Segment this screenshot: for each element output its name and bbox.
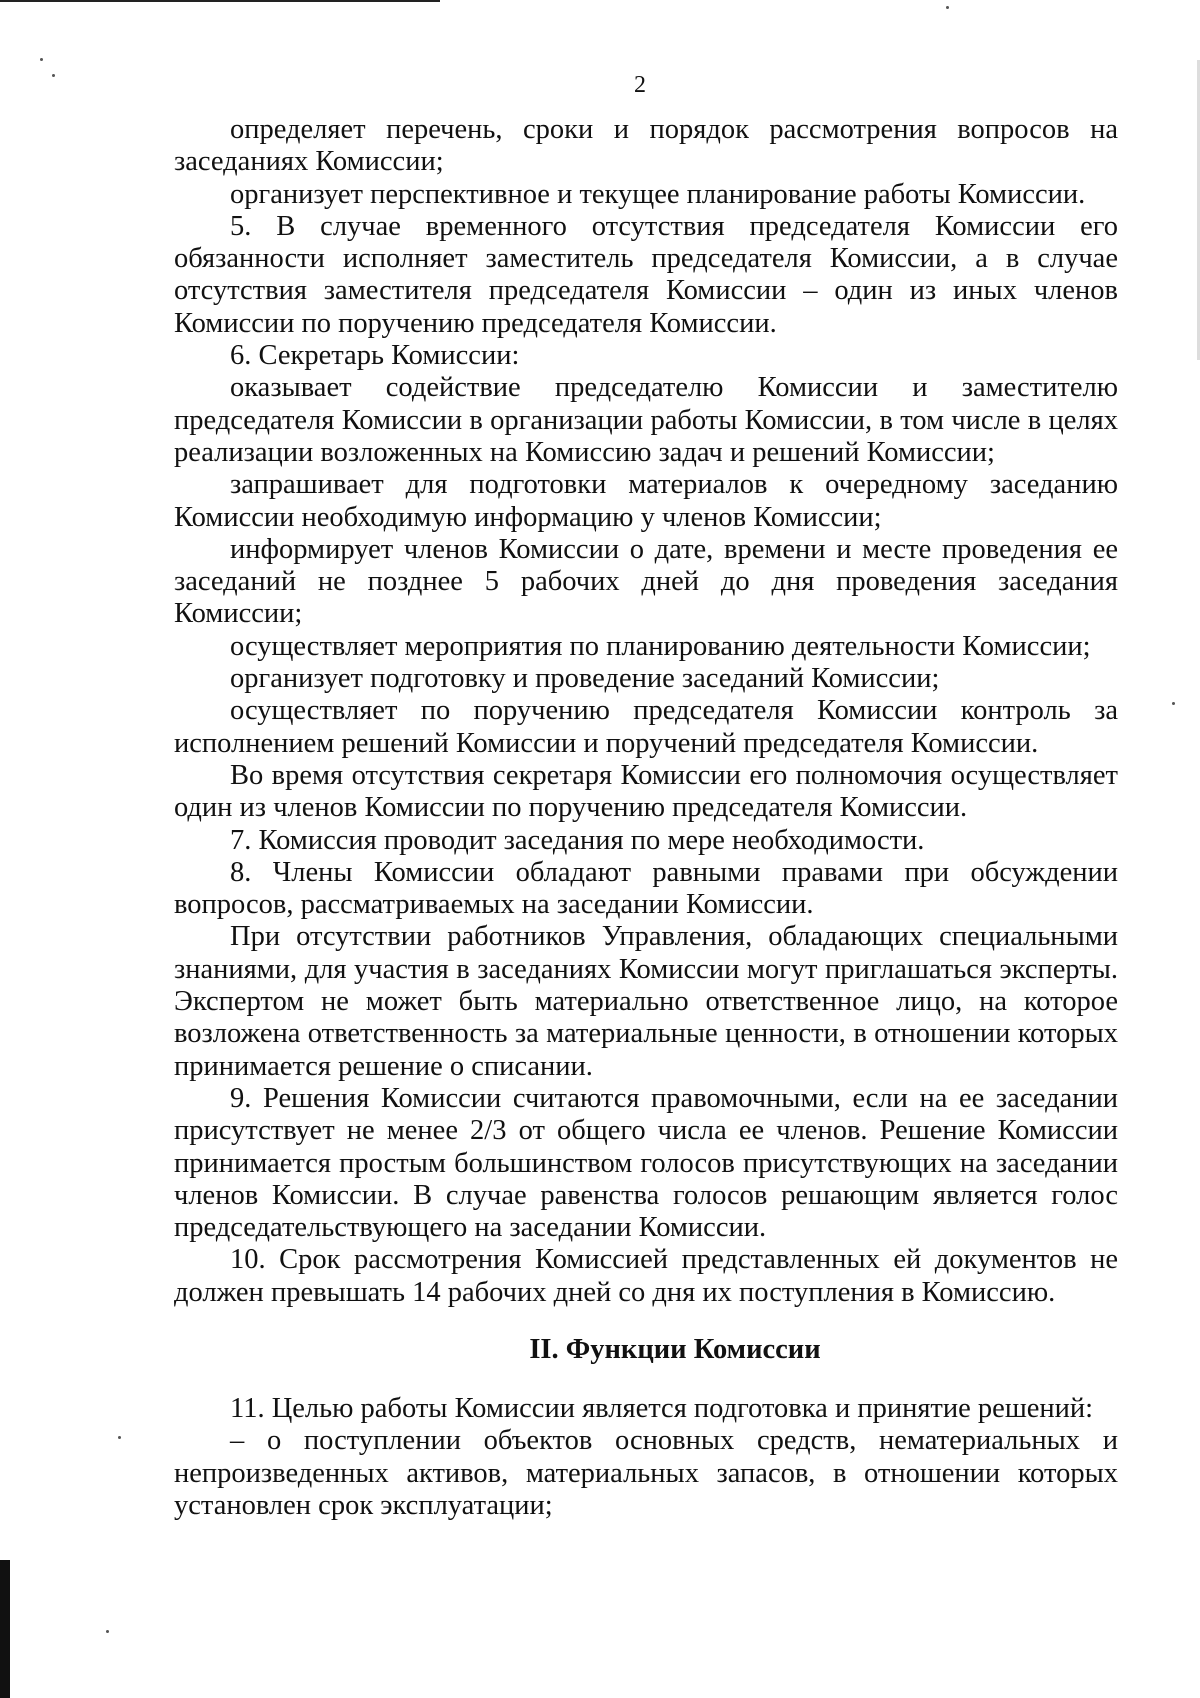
- paragraph: – о поступлении объектов основных средств, нематериальных и непроизведенных активов, материальных запасов, в отношении которых установлен срок эксплуатации;: [174, 1425, 1118, 1521]
- paragraph: При отсутствии работников Управления, обладающих специальными знаниями, для участия в заседаниях Комиссии могут приглашаться эксперты. Экспертом не может быть материально ответственное лицо, на которое возложена ответственность за материальные ценности, в отношении которых принимается решение о списании.: [174, 921, 1118, 1082]
- scan-edge-left: [0, 1560, 10, 1698]
- paragraph: 7. Комиссия проводит заседания по мере необходимости.: [230, 824, 925, 856]
- page-number: 2: [634, 72, 646, 98]
- scan-speck: [118, 1436, 121, 1439]
- paragraph: 10. Срок рассмотрения Комиссией представленных ей документов не должен превышать 14 рабочих дней со дня их поступления в Комиссию.: [174, 1244, 1118, 1308]
- paragraph: 8. Члены Комиссии обладают равными правами при обсуждении вопросов, рассматриваемых на заседании Комиссии.: [174, 856, 1118, 921]
- paragraph: организует подготовку и проведение заседаний Комиссии;: [230, 663, 940, 695]
- paragraph: 11. Целью работы Комиссии является подготовка и принятие решений:: [230, 1392, 1094, 1424]
- paragraph: осуществляет мероприятия по планированию деятельности Комиссии;: [230, 630, 1091, 662]
- paragraph: 9. Решения Комиссии считаются правомочными, если на ее заседании присутствует не менее 2/3 от общего числа ее членов. Решение Комиссии принимается простым большинством голосов присутствующих на заседании членов Комиссии. В случае равенства голосов решающим является голос председательствующего на заседании Комиссии.: [174, 1082, 1118, 1244]
- paragraph: информирует членов Комиссии о дате, времени и месте проведения ее заседаний не позднее 5 рабочих дней до дня проведения заседания Комиссии;: [174, 533, 1118, 630]
- paragraph: Во время отсутствия секретаря Комиссии его полномочия осуществляет один из членов Комиссии по поручению председателя Комиссии.: [174, 759, 1118, 824]
- paragraph: 5. В случае временного отсутствия председателя Комиссии его обязанности исполняет заместитель председателя Комиссии, а в случае отсутствия заместителя председателя Комиссии – один из иных членов Комиссии по поручению председателя Комиссии.: [174, 210, 1118, 339]
- scan-speck: [1172, 702, 1175, 705]
- scan-speck: [946, 6, 949, 9]
- document-body: [174, 114, 1118, 1522]
- scan-speck: [106, 1630, 109, 1633]
- paragraph: определяет перечень, сроки и порядок рассмотрения вопросов на заседаниях Комиссии;: [174, 114, 1118, 178]
- paragraph: оказывает содействие председателю Комиссии и заместителю председателя Комиссии в организации работы Комиссии, в том числе в целях реализации возложенных на Комиссию задач и решений Комиссии;: [174, 372, 1118, 468]
- section-title: II. Функции Комиссии: [529, 1333, 821, 1365]
- scan-edge-top: [0, 0, 440, 2]
- scan-speck: [40, 58, 43, 61]
- paragraph: осуществляет по поручению председателя Комиссии контроль за исполнением решений Комиссии и поручений председателя Комиссии.: [174, 695, 1118, 759]
- paragraph: запрашивает для подготовки материалов к очередному заседанию Комиссии необходимую информацию у членов Комиссии;: [174, 469, 1118, 533]
- paragraph: организует перспективное и текущее планирование работы Комиссии.: [230, 178, 1086, 210]
- paragraph: 6. Секретарь Комиссии:: [230, 340, 520, 372]
